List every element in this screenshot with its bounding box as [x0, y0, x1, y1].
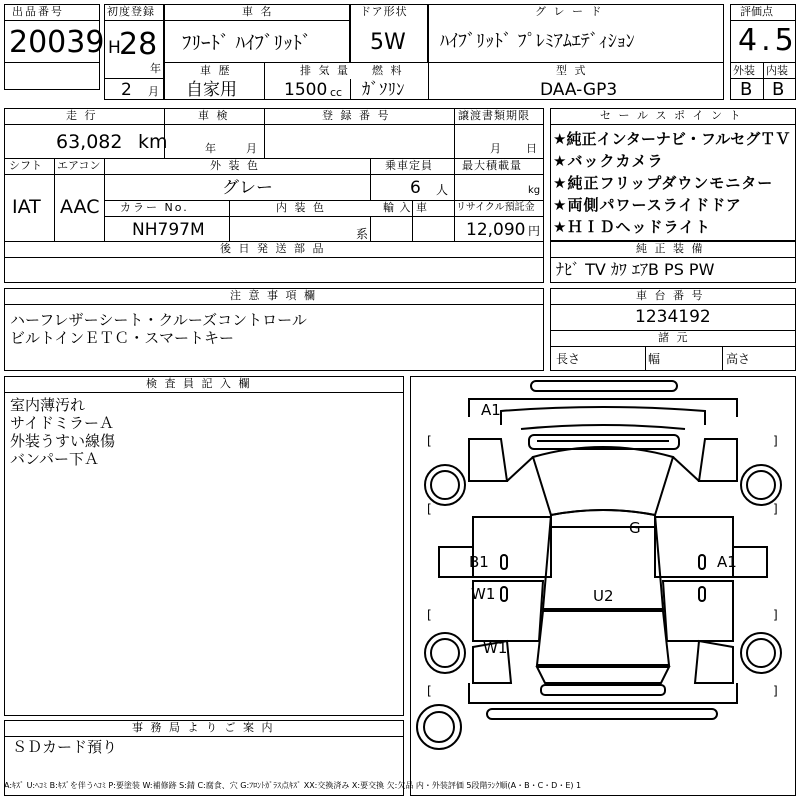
shift-label: シフト: [9, 159, 42, 172]
svg-text:]: ]: [773, 434, 778, 448]
sales-point-item: ★純正インターナビ・フルセグＴＶ: [553, 130, 791, 148]
history-label: 車 歴: [200, 64, 232, 77]
recycle-unit: 円: [528, 224, 541, 238]
registration-year: 28: [119, 27, 158, 62]
month-unit: 月: [148, 85, 159, 98]
aircon: AAC: [60, 196, 100, 218]
inspector-line: 外装うすい線傷: [10, 432, 116, 450]
svg-text:[: [: [427, 684, 432, 698]
mileage-unit: km: [138, 131, 168, 153]
recycle-fee: 12,090: [466, 220, 526, 240]
damage-mark-u2-center: U2: [593, 587, 614, 605]
damage-mark-a1-right: A1: [717, 553, 737, 571]
damage-legend: A:ｷｽﾞ U:ﾍｺﾐ B:ｷｽﾞを伴うﾍｺﾐ P:要塗装 W:補修跡 S:錆 C:腐食、穴 G:ﾌﾛﾝﾄｶﾞﾗｽ点ｷｽﾞ XX:交換済み X:要交換 欠:欠品 内・外装評価 5段階ﾗﾝｸ順(A・B・C・D・E) 1: [4, 781, 582, 790]
plate-label: 登 録 番 号: [322, 109, 391, 122]
fuel: ｶﾞｿﾘﾝ: [362, 80, 405, 100]
damage-mark-a1-top: A1: [481, 401, 501, 419]
inspector-line: バンパー下Ａ: [10, 450, 99, 468]
length-label: 長さ: [556, 352, 581, 366]
inspector-line: サイドミラーＡ: [10, 414, 114, 432]
max-load-unit: kg: [528, 185, 541, 196]
damage-mark-b1-left: B1: [469, 553, 489, 571]
svg-text:[: [: [427, 608, 432, 622]
recycle-label: リサイクル預託金: [456, 202, 535, 213]
exterior-grade: B: [740, 79, 753, 100]
inspector-line: 室内薄汚れ: [10, 396, 86, 414]
year-unit: 年: [150, 62, 161, 75]
inspection-label: 車 検: [198, 109, 230, 122]
damage-mark-w1-left: W1: [471, 585, 496, 603]
aircon-label: エアコン: [57, 159, 101, 172]
import-label: 輸 入 車: [383, 201, 428, 214]
inspector-text: [10, 396, 115, 468]
svg-text:[: [: [427, 502, 432, 516]
mileage-label: 走 行: [66, 109, 98, 122]
first-registration-label: 初度登録: [107, 5, 155, 18]
exterior-label: 外装: [733, 64, 755, 77]
interior-color-unit: 系: [356, 227, 369, 241]
registration-month: 2: [121, 80, 132, 100]
sales-points-list: [553, 128, 795, 238]
score: 4.5: [738, 23, 798, 58]
interior-label: 内装: [766, 64, 788, 77]
interior-grade: B: [772, 79, 785, 100]
inspector-label: 検 査 員 記 入 欄: [146, 377, 252, 390]
transfer-day-unit: 日: [526, 142, 537, 155]
displacement-label: 排 気 量: [300, 64, 350, 77]
chassis-label: 車 台 番 号: [636, 289, 705, 302]
chassis-number: 1234192: [635, 307, 711, 327]
color-no: NH797M: [132, 220, 205, 240]
notes-label: 注 意 事 項 欄: [230, 289, 317, 302]
score-label: 評価点: [740, 5, 773, 18]
grade-label: グ レ ー ド: [535, 5, 604, 18]
displacement-unit: cc: [330, 86, 343, 99]
exterior-color-label: 外 装 色: [210, 159, 260, 172]
svg-text:]: ]: [773, 684, 778, 698]
sales-point-item: ★バックカメラ: [553, 152, 664, 170]
inspection-month-unit: 月: [246, 142, 257, 155]
sales-point-item: ★純正フリップダウンモニター: [553, 174, 774, 192]
standard-equipment-label: 純 正 装 備: [636, 242, 705, 255]
transfer-month-unit: 月: [490, 142, 501, 155]
mileage: 63,082: [56, 131, 123, 153]
later-parts-label: 後 日 発 送 部 品: [220, 242, 326, 255]
svg-text:]: ]: [773, 608, 778, 622]
lot-number-label: 出品番号: [12, 5, 64, 18]
sales-point-item: ★両側パワースライドドア: [553, 196, 742, 214]
model-label: 型 式: [556, 64, 588, 77]
fuel-label: 燃 料: [372, 64, 404, 77]
office-notice-label: 事 務 局 よ り ご 案 内: [132, 721, 275, 734]
interior-color-label: 内 装 色: [276, 201, 326, 214]
notes-text: [10, 311, 307, 347]
notes-line: ハーフレザーシート・クルーズコントロール: [10, 311, 307, 329]
era: H: [108, 38, 121, 58]
model: DAA-GP3: [540, 80, 618, 100]
standard-equipment: ﾅﾋﾞ TV ｶﾜ ｴｱB PS PW: [556, 260, 715, 279]
svg-text:[: [: [427, 434, 432, 448]
specs-label: 諸 元: [658, 331, 690, 344]
car-diagram-svg: [411, 377, 795, 795]
shift: IAT: [12, 196, 41, 218]
capacity: 6: [410, 178, 421, 198]
sales-point-item: ★ＨＩＤヘッドライト: [553, 218, 711, 236]
damage-mark-g-roof: G: [629, 519, 641, 537]
door-type: 5W: [370, 30, 406, 55]
svg-text:]: ]: [773, 502, 778, 516]
grade: ﾊｲﾌﾞﾘｯﾄﾞ ﾌﾟﾚﾐｱﾑｴﾃﾞｨｼｮﾝ: [440, 31, 635, 52]
exterior-color: グレー: [222, 178, 273, 198]
sales-points-label: セ ー ル ス ポ イ ン ト: [600, 109, 743, 122]
inspection-year-unit: 年: [205, 142, 216, 155]
color-no-label: カラー No.: [120, 201, 189, 214]
lot-number: 20039: [9, 25, 105, 60]
capacity-unit: 人: [436, 183, 449, 197]
door-label: ドア形状: [360, 5, 408, 18]
height-label: 高さ: [726, 352, 751, 366]
capacity-label: 乗車定員: [385, 159, 433, 172]
history-row: [164, 62, 724, 100]
notes-line: ビルトインＥＴＣ・スマートキー: [10, 329, 234, 347]
office-notice: ＳＤカード預り: [12, 738, 118, 756]
history: 自家用: [186, 80, 237, 100]
max-load-label: 最大積載量: [462, 159, 522, 172]
transfer-doc-label: 譲渡書類期限: [458, 109, 530, 122]
width-label: 幅: [648, 352, 661, 366]
damage-diagram: [410, 376, 796, 796]
car-name: ﾌﾘｰﾄﾞ ﾊｲﾌﾞﾘｯﾄﾞ: [182, 32, 312, 54]
car-name-label: 車 名: [242, 5, 274, 18]
damage-mark-w1-lower: W1: [483, 639, 508, 657]
displacement: 1500: [284, 80, 328, 100]
